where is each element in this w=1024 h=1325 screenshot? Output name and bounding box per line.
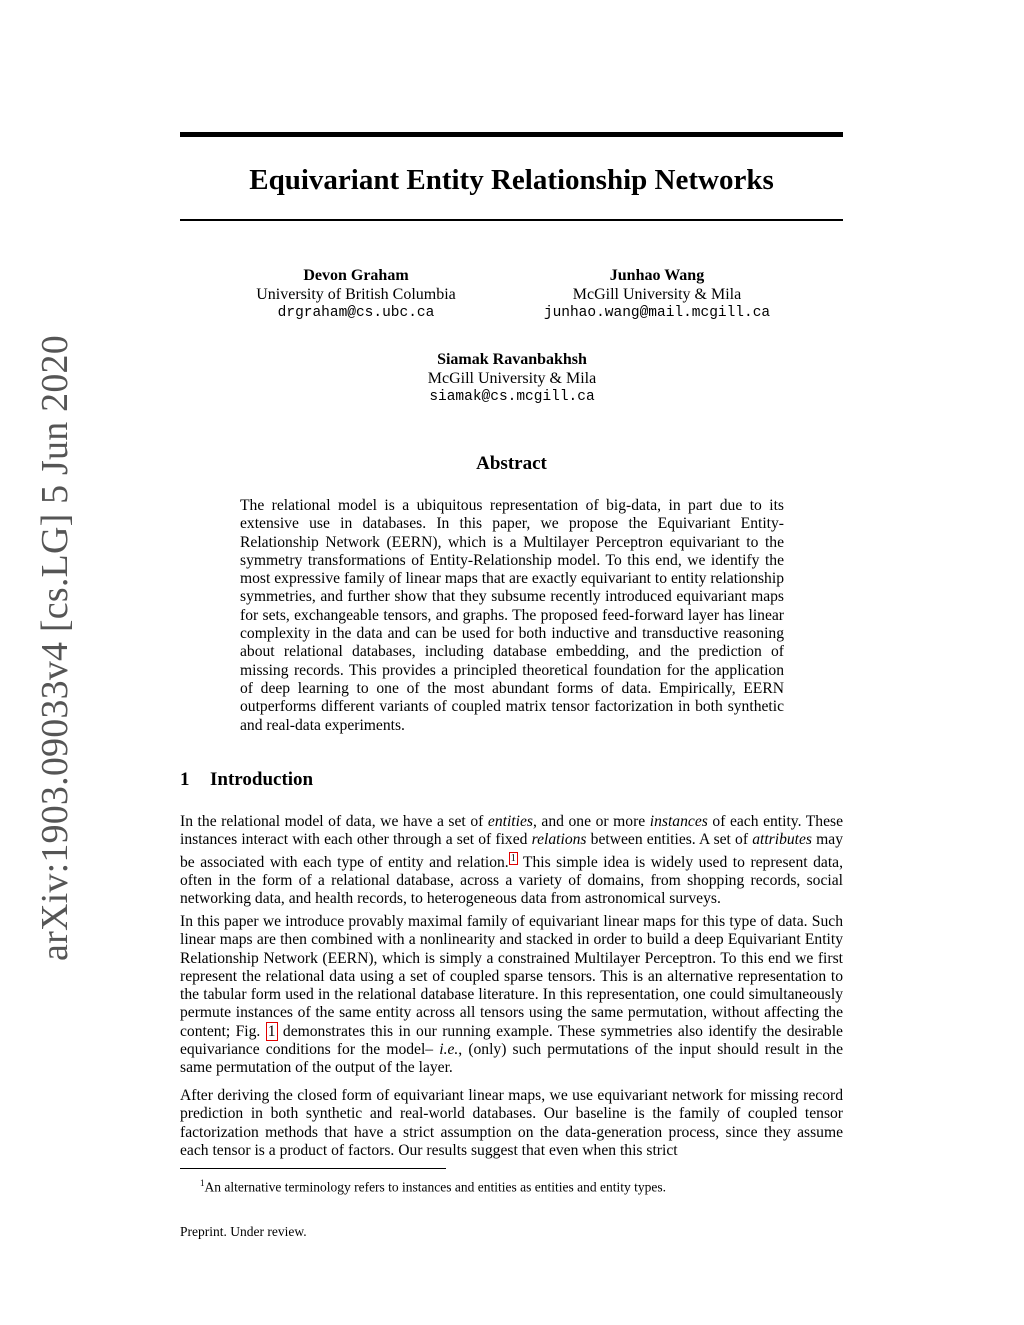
text-ie: i.e. bbox=[439, 1041, 459, 1059]
text-run: of each entity. These instances interact with each other through a set of fixed bbox=[180, 813, 844, 849]
author-block-2 bbox=[527, 267, 787, 323]
section-title: Introduction bbox=[210, 769, 314, 790]
author-block-3 bbox=[392, 351, 632, 407]
text-run: In the relational model of data, we have a set of bbox=[180, 813, 488, 830]
footnote-link[interactable]: 1 bbox=[510, 852, 516, 864]
author-email[interactable]: drgraham@cs.ubc.ca bbox=[277, 305, 435, 321]
text-run: may be associated with each type of entity and relation. bbox=[180, 831, 843, 871]
text-run: , and one or more bbox=[532, 813, 650, 830]
author-affiliation: University of British Columbia bbox=[256, 285, 456, 303]
author-email[interactable]: siamak@cs.mcgill.ca bbox=[429, 389, 595, 405]
footnote bbox=[200, 1175, 666, 1196]
title-rule-bottom bbox=[180, 219, 843, 221]
paper-title: Equivariant Entity Relationship Networks bbox=[249, 164, 774, 196]
footnote-text: An alternative terminology refers to instances and entities as entities and entity types. bbox=[204, 1179, 666, 1195]
author-email[interactable]: junhao.wang@mail.mcgill.ca bbox=[543, 305, 771, 321]
section-heading-introduction bbox=[180, 769, 313, 791]
intro-paragraph-2 bbox=[180, 913, 843, 1078]
author-name: Devon Graham bbox=[303, 267, 409, 284]
abstract-heading: Abstract bbox=[476, 453, 547, 474]
title-rule-top bbox=[180, 132, 843, 137]
term-attributes: attributes bbox=[752, 831, 812, 849]
text-run: , (only) such permutations of the input should result in the same permutation of the output of the layer. bbox=[180, 1041, 843, 1077]
intro-paragraph-1 bbox=[180, 813, 843, 909]
text-run: In this paper we introduce provably maximal family of equivariant linear maps for this type of data. Such linear maps are then combined with a nonlinearity and stacked in order to build a deep Equivariant Entity Relationship Network (EERN), which is simply a constrained Multilayer Perceptron. To this end we first represent the relational data using a set of coupled sparse tensors. This is an alternative representation to the tabular form used in the relational database literature. In this representation, one could simultaneously permute instances of the same entity across all tensors using the same permutation, without affecting the content; Fig. bbox=[180, 913, 843, 1040]
section-number: 1 bbox=[180, 769, 190, 790]
text-run: This simple idea is widely used to represent data, often in the form of a relational database, across a variety of domains, from shopping records, social networking data, and health records, to heterogeneous data from astronomical surveys. bbox=[180, 853, 843, 908]
intro-paragraph-3 bbox=[180, 1087, 843, 1160]
author-name: Siamak Ravanbakhsh bbox=[437, 351, 587, 368]
author-name: Junhao Wang bbox=[609, 267, 705, 284]
text-run: between entities. A set of bbox=[586, 831, 753, 849]
figure-link[interactable]: 1 bbox=[267, 1022, 276, 1040]
term-instances: instances bbox=[649, 813, 708, 830]
footnote-rule bbox=[180, 1168, 446, 1169]
text-run: demonstrates this in our running example. These symmetries also identify the desirable equivariance conditions for the model– bbox=[180, 1022, 843, 1059]
abstract-text: The relational model is a ubiquitous representation of big-data, in part due to its extensive use in databases. In this paper, we propose the Equivariant Entity-Relationship Network (EERN), which is a Multilayer Perceptron equivariant to the symmetry transformations of Entity-Relationship model. To this end, we identify the most expressive family of linear maps that are exactly equivariant to entity relationship symmetries, and further show that they subsume recently introduced equivariant maps for sets, exchangeable tensors, and graphs. The proposed feed-forward layer has linear complexity in the data and can be used for both inductive and transductive reasoning about relational databases, including database embedding, and the prediction of missing records. This provides a principled theoretical foundation for the application of deep learning to one of the most abundant forms of data. Empirically, EERN outperforms different variants of coupled matrix tensor factorization in both synthetic and real-data experiments. bbox=[240, 497, 784, 734]
arxiv-identifier: arXiv:1903.09033v4 [cs.LG] 5 Jun 2020 bbox=[34, 335, 76, 961]
text-run: After deriving the closed form of equivariant linear maps, we use equivariant network for missing record prediction in both synthetic and real-world databases. Our baseline is the family of coupled tensor factorization methods that have a strict assumption on the data-generation process, since they assume each tensor is a product of factors. Our results suggest that even when this strict bbox=[180, 1087, 843, 1159]
footnote-marker: 1 bbox=[200, 1178, 205, 1188]
preprint-note: Preprint. Under review. bbox=[180, 1224, 307, 1239]
author-affiliation: McGill University & Mila bbox=[427, 369, 597, 387]
author-block-1 bbox=[246, 267, 466, 323]
author-affiliation: McGill University & Mila bbox=[572, 285, 742, 303]
term-relations: relations bbox=[531, 831, 587, 849]
term-entities: entities bbox=[487, 813, 533, 830]
